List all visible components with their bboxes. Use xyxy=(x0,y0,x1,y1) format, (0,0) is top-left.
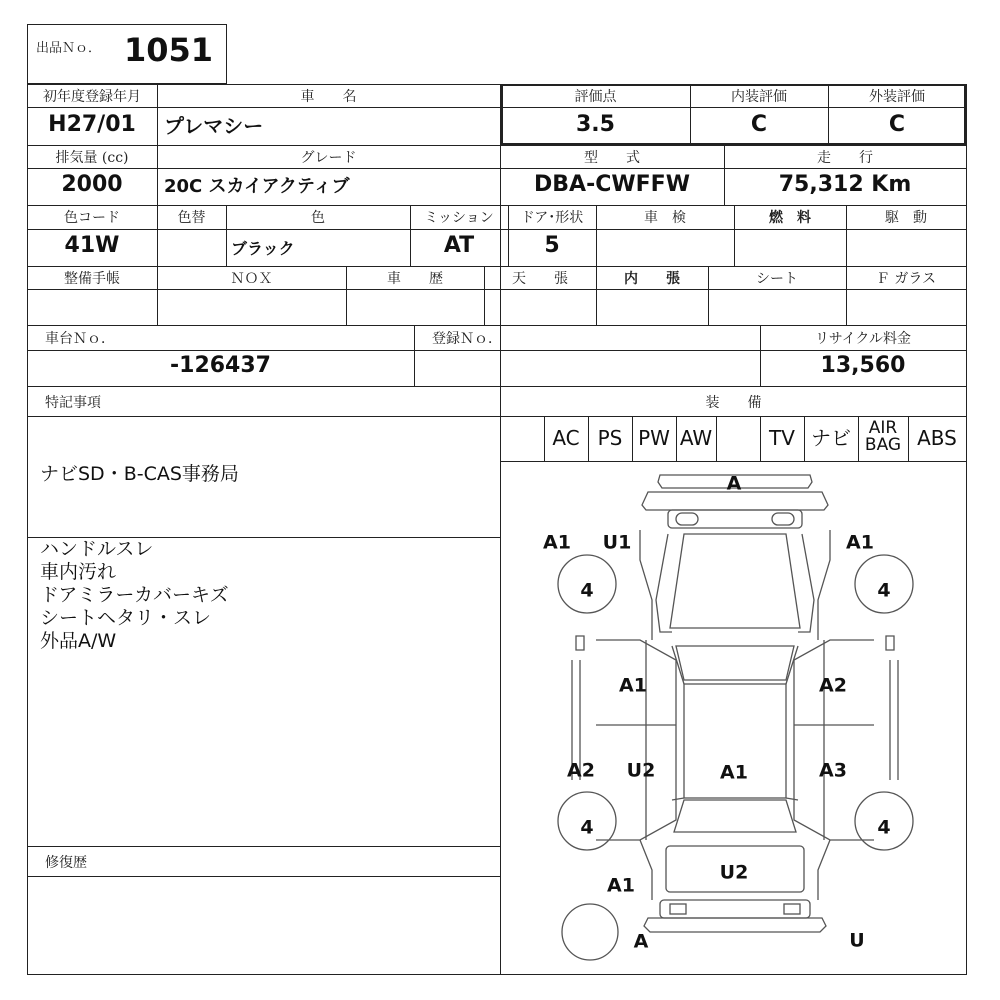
repair-history-label: 修復歴 xyxy=(45,855,87,871)
equipment-ps: PS xyxy=(597,426,623,450)
equipment-tv: TV xyxy=(769,426,795,450)
remarks-list: ハンドルスレ 車内汚れ ドアミラーカバーキズ シートヘタリ・スレ 外品A/W xyxy=(40,538,229,652)
damage-mark: 4 xyxy=(580,579,594,602)
damage-mark: 4 xyxy=(580,816,594,839)
displacement-label: 排気量 (cc) xyxy=(55,150,129,166)
damage-mark: A2 xyxy=(567,759,595,782)
chassis-number-label: 車台Ｎｏ． xyxy=(45,331,115,347)
fuel-label: 燃 料 xyxy=(769,210,811,226)
damage-mark: 4 xyxy=(877,579,891,602)
col-line xyxy=(716,416,717,461)
equipment-navi: ナビ xyxy=(811,426,851,450)
grade-name-label: グレード xyxy=(300,150,357,166)
row-line xyxy=(27,205,967,206)
color-change-label: 色替 xyxy=(177,210,206,226)
vehicle-history-label: 車 歴 xyxy=(387,271,443,287)
first-registration-label: 初年度登録年月 xyxy=(43,89,141,105)
row-line xyxy=(501,107,966,108)
col-line xyxy=(414,325,415,386)
damage-mark: A xyxy=(633,930,649,953)
chassis-number-value: -126437 xyxy=(170,353,271,378)
damage-mark: A1 xyxy=(607,874,635,897)
row-line xyxy=(27,168,967,169)
remarks-line-1: ナビSD・B-CAS事務局 xyxy=(40,463,239,485)
lot-label: 出品Ｎｏ． xyxy=(36,41,102,56)
color-label: 色 xyxy=(311,210,325,226)
displacement-value: 2000 xyxy=(61,172,123,197)
row-line xyxy=(27,386,967,387)
damage-mark: U xyxy=(849,929,865,952)
equipment-airbag: AIR BAG xyxy=(864,418,902,455)
drive-label: 駆 動 xyxy=(885,210,927,226)
mileage-value: 75,312 Km xyxy=(778,172,912,197)
row-line xyxy=(27,266,967,267)
color-code-value: 41W xyxy=(64,233,120,258)
damage-mark: A1 xyxy=(720,761,748,784)
row-line xyxy=(501,461,967,462)
car-name-label: 車 名 xyxy=(300,89,357,105)
equipment-aw: AW xyxy=(679,426,713,450)
row-line xyxy=(27,325,967,326)
damage-mark: U2 xyxy=(719,861,749,884)
exterior-grade-label: 外装評価 xyxy=(869,89,925,105)
lot-number: 1051 xyxy=(124,31,214,69)
car-name-value: プレマシー xyxy=(164,114,264,138)
equipment-ac: AC xyxy=(552,426,580,450)
remarks-label: 特記事項 xyxy=(45,395,101,411)
damage-mark: U2 xyxy=(626,759,656,782)
equipment-pw: PW xyxy=(638,426,670,450)
first-registration-value: H27/01 xyxy=(48,112,136,137)
model-code-value: DBA-CWFFW xyxy=(534,172,690,197)
interior-grade-label: 内装評価 xyxy=(731,89,787,105)
model-code-label: 型 式 xyxy=(584,150,640,166)
door-value: 5 xyxy=(544,233,560,258)
score-value: 3.5 xyxy=(576,112,615,137)
row-line xyxy=(27,350,967,351)
transmission-value: AT xyxy=(443,233,475,258)
grade-name-value: 20C スカイアクティブ xyxy=(164,176,350,197)
mileage-label: 走 行 xyxy=(817,150,873,166)
recycle-fee-value: 13,560 xyxy=(820,353,906,378)
equipment-abs: ABS xyxy=(917,426,957,450)
seat-label: シート xyxy=(756,271,798,287)
transmission-label: ミッション xyxy=(424,210,494,226)
row-line xyxy=(27,416,967,417)
row-line xyxy=(27,229,967,230)
color-code-label: 色コード xyxy=(64,210,120,226)
row-line xyxy=(27,289,967,290)
door-shape-label: ドア･形状 xyxy=(520,210,584,226)
damage-mark: U1 xyxy=(602,531,632,554)
exterior-grade-value: C xyxy=(888,112,906,137)
color-value: ブラック xyxy=(231,239,295,258)
interior-grade-value: C xyxy=(750,112,768,137)
nox-label: ＮＯＸ xyxy=(230,271,273,287)
damage-mark: A3 xyxy=(819,759,847,782)
inspection-label: 車 検 xyxy=(644,210,686,226)
row-line xyxy=(27,876,501,877)
damage-mark: A1 xyxy=(543,531,571,554)
registration-number-label: 登録Ｎｏ． xyxy=(432,331,502,347)
damage-mark: A2 xyxy=(819,674,847,697)
headliner-label: 天 張 xyxy=(512,271,568,287)
score-label: 評価点 xyxy=(574,89,617,105)
damage-mark: A xyxy=(726,472,742,495)
damage-mark: 4 xyxy=(877,816,891,839)
recycle-fee-label: リサイクル料金 xyxy=(814,331,912,347)
equipment-label: 装 備 xyxy=(705,395,762,411)
interior-panel-label: 内 張 xyxy=(624,271,680,287)
row-line xyxy=(27,846,501,847)
row-line xyxy=(27,107,501,108)
damage-mark: A1 xyxy=(619,674,647,697)
maintenance-record-label: 整備手帳 xyxy=(64,271,120,287)
front-glass-label: Ｆ ガラス xyxy=(875,271,937,287)
row-line xyxy=(27,145,967,146)
damage-mark: A1 xyxy=(846,531,874,554)
